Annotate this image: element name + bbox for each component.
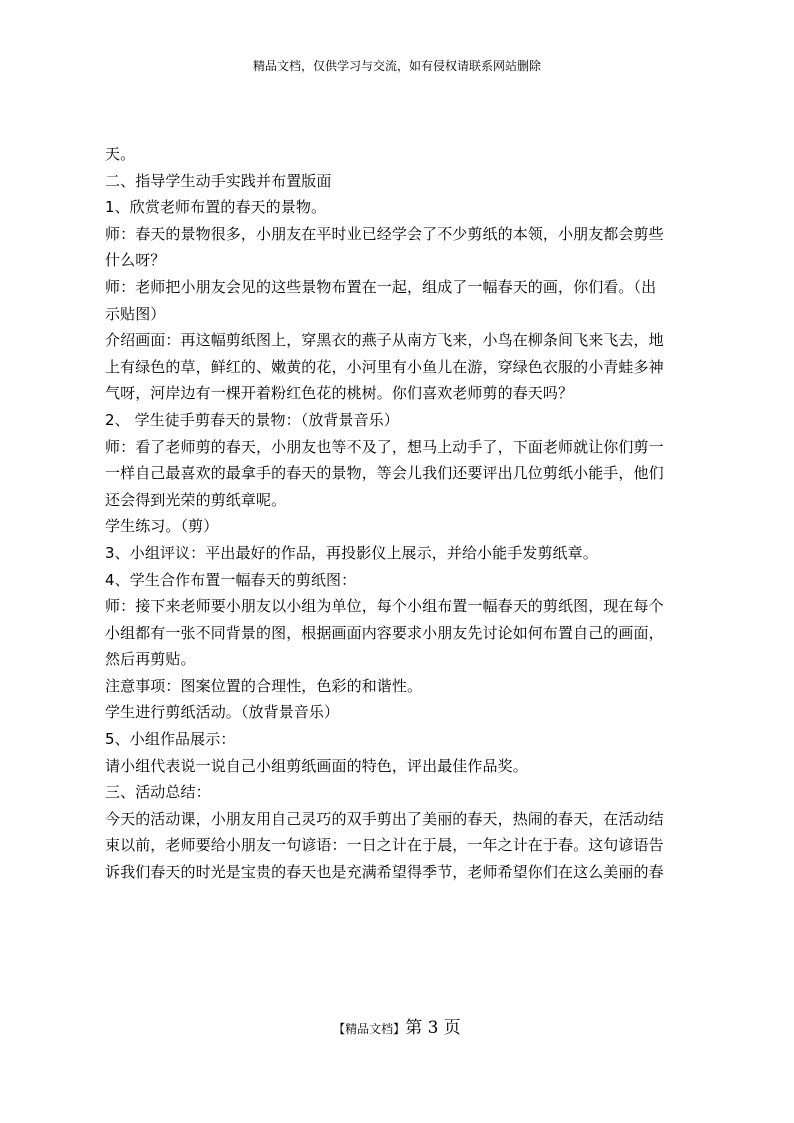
page-footer — [0, 1017, 794, 1040]
body-line: 学生进行剪纸活动。（放背景音乐） — [105, 703, 340, 722]
body-line: 什么呀？ — [105, 251, 166, 270]
body-line: 师：看了老师剪的春天，小朋友也等不及了，想马上动手了，下面老师就让你们剪一 — [105, 437, 664, 456]
document-body — [105, 141, 695, 886]
body-line: 师：春天的景物很多，小朋友在平时业已经学会了不少剪纸的本领，小朋友都会剪些 — [105, 224, 664, 243]
body-line: 2、 学生徒手剪春天的景物：（放背景音乐） — [105, 410, 399, 429]
body-line: 束以前，老师要给小朋友一句谚语：一日之计在于晨，一年之计在于春。这句谚语告 — [105, 836, 664, 855]
body-line: 一样自己最喜欢的最拿手的春天的景物，等会儿我们还要评出几位剪纸小能手，他们 — [105, 464, 664, 483]
footer-tag: 【精品文档】 — [333, 1022, 406, 1036]
body-line: 1、欣赏老师布置的春天的景物。 — [105, 198, 327, 217]
page-number: 第 3 页 — [405, 1018, 461, 1038]
body-line: 师：接下来老师要小朋友以小组为单位，每个小组布置一幅春天的剪纸图，现在每个 — [105, 597, 664, 616]
body-line: 请小组代表说一说自己小组剪纸画面的特色，评出最佳作品奖。 — [105, 756, 528, 775]
body-line: 诉我们春天的时光是宝贵的春天也是充满希望得季节，老师希望你们在这么美丽的春 — [105, 863, 664, 882]
body-line: 4、学生合作布置一幅春天的剪纸图： — [105, 570, 357, 589]
body-line: 5、小组作品展示： — [105, 730, 236, 749]
body-line: 小组都有一张不同背景的图，根据画面内容要求小朋友先讨论如何布置自己的画面， — [105, 623, 664, 642]
body-line: 今天的活动课，小朋友用自己灵巧的双手剪出了美丽的春天，热闹的春天，在活动结 — [105, 809, 664, 828]
body-line: 3、小组评议：平出最好的作品，再投影仪上展示，并给小能手发剪纸章。 — [105, 543, 598, 562]
body-line: 天。 — [105, 145, 136, 163]
body-line: 学生练习。（剪） — [105, 517, 219, 536]
body-line: 注意事项：图案位置的合理性，色彩的和谐性。 — [105, 676, 423, 695]
body-line: 还会得到光荣的剪纸章呢。 — [105, 490, 287, 509]
section-heading: 二、指导学生动手实践并布置版面 — [105, 171, 332, 190]
page-header: 精品文档，仅供学习与交流，如有侵权请联系网站删除 — [252, 59, 541, 73]
body-line: 介绍画面：再这幅剪纸图上，穿黑衣的燕子从南方飞来，小鸟在柳条间飞来飞去，地 — [105, 331, 664, 350]
body-line: 示贴图） — [105, 304, 166, 323]
body-line: 师：老师把小朋友会见的这些景物布置在一起，组成了一幅春天的画，你们看。（出 — [105, 277, 657, 296]
section-heading: 三、活动总结： — [105, 783, 211, 802]
body-line: 然后再剪贴。 — [105, 650, 196, 669]
body-line: 上有绿色的草，鲜红的、嫩黄的花，小河里有小鱼儿在游，穿绿色衣服的小青蛙多神 — [105, 357, 664, 376]
body-line: 气呀，河岸边有一棵开着粉红色花的桃树。你们喜欢老师剪的春天吗？ — [105, 384, 574, 403]
